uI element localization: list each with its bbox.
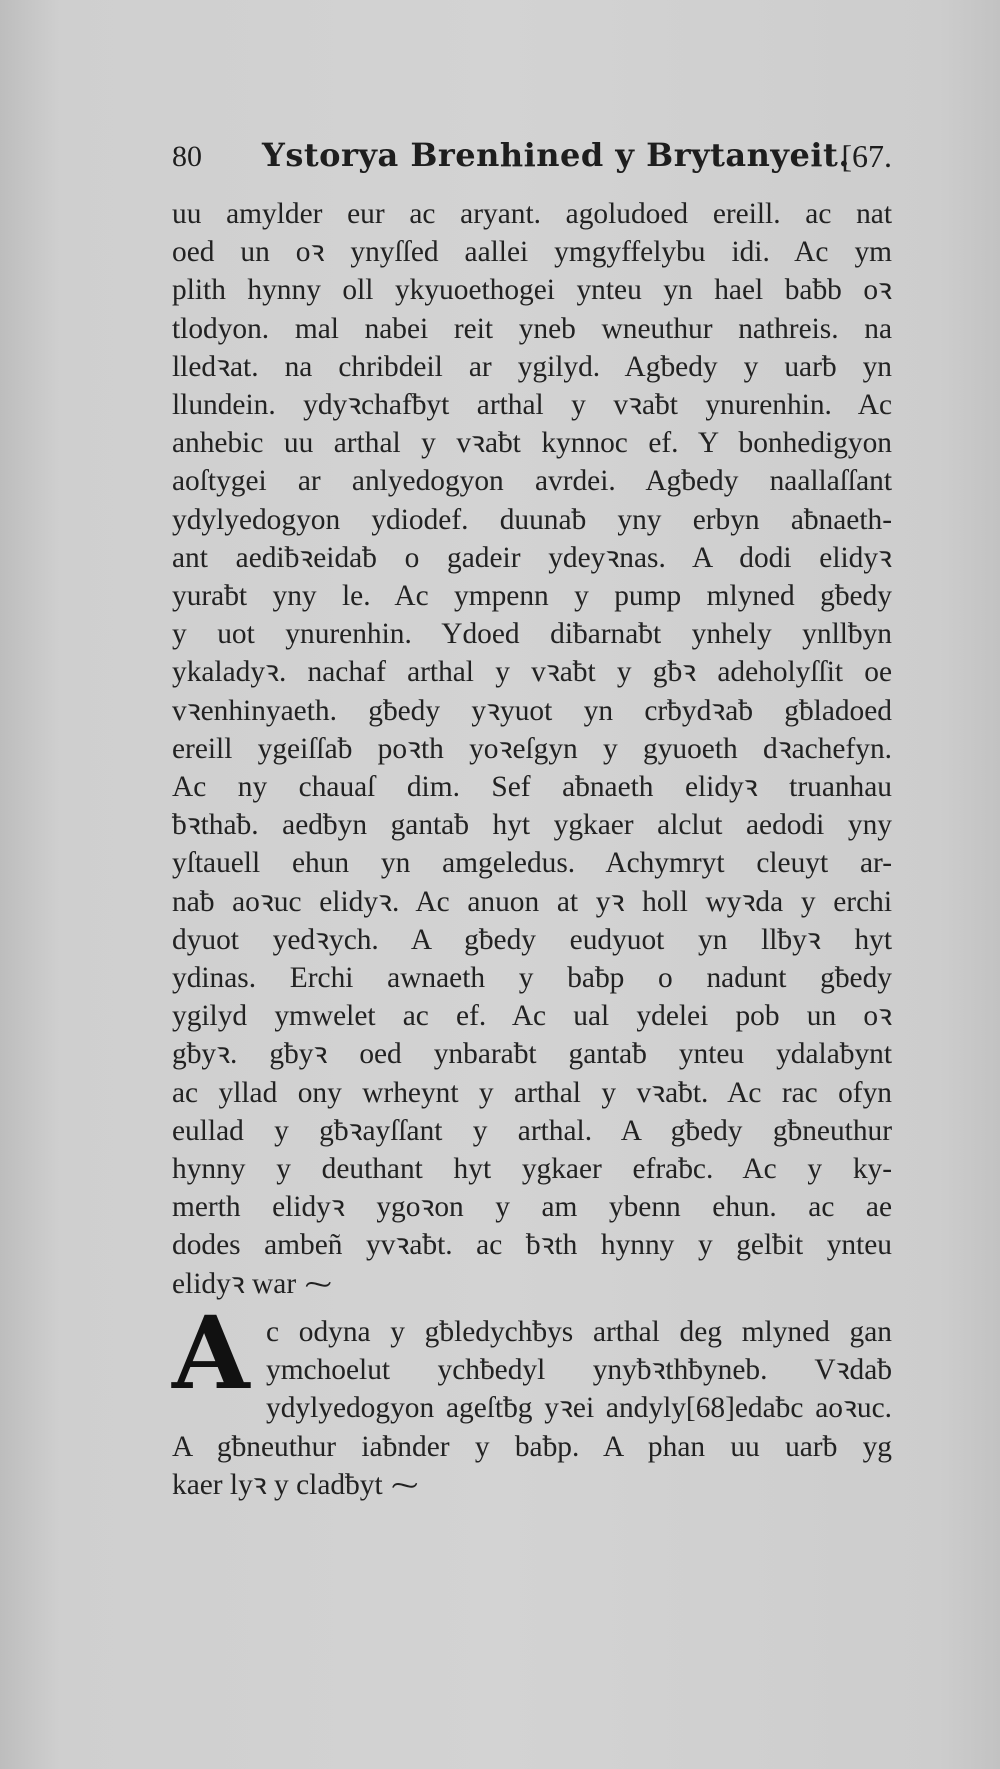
text-line: elidyꝛ war ⁓ (172, 1267, 333, 1300)
text-line: ygilyd ymwelet ac ef. Ac ual ydelei pob un oꝛ (172, 1000, 892, 1033)
text-line: ydylyedogyon ydiodef. duunaƀ yny erbyn aƀnaeth- (172, 503, 892, 536)
paragraph-1 (172, 195, 892, 1303)
text-line: yuraƀt yny le. Ac ympenn y pump mlyned gƀedy (172, 580, 892, 613)
text-line: ydinas. Erchi awnaeth y baƀp o nadunt gƀedy (172, 962, 892, 995)
text-line: uu amylder eur ac aryant. agoludoed ereill. ac nat (172, 198, 892, 230)
text-line: gƀyꝛ. gƀyꝛ oed ynbaraƀt gantaƀ ynteu ydalaƀynt (172, 1038, 892, 1071)
text-line: hynny y deuthant hyt ygkaer efraƀc. Ac y ky- (172, 1153, 892, 1186)
text-line: llundein. ydyꝛchafƀyt arthal y vꝛaƀt ynurenhin. Ac (172, 389, 892, 422)
text-line: yſtauell ehun yn amgeledus. Achymryt cleuyt ar- (172, 847, 892, 880)
text-line: ereill ygeiſſaƀ poꝛth yoꝛeſgyn y gyuoeth dꝛachefyn. (172, 732, 892, 765)
text-line: y uot ynurenhin. Ydoed diƀarnaƀt ynhely ynllƀyn (172, 618, 892, 651)
text-line: ant aediƀꝛeidaƀ o gadeir ydeyꝛnas. A dodi elidyꝛ (172, 541, 892, 574)
text-line: ydylyedogyon ageſtƀg yꝛei andyly[68]edaƀc aoꝛuc. (266, 1392, 892, 1425)
text-line: ac yllad ony wrheynt y arthal y vꝛaƀt. Ac rac ofyn (172, 1076, 892, 1109)
section-marker: [67. (841, 138, 892, 174)
text-line: lledꝛat. na chribdeil ar ygilyd. Agƀedy y uarƀ yn (172, 350, 892, 383)
body-text (172, 195, 892, 1504)
text-line: dodes ambeñ yvꝛaƀt. ac ƀꝛth hynny y gelƀit ynteu (172, 1229, 892, 1262)
text-line: merth elidyꝛ ygoꝛon y am ybenn ehun. ac ae (172, 1191, 892, 1224)
text-line: Ac ny chauaſ dim. Sef aƀnaeth elidyꝛ truanhau (172, 771, 892, 804)
page-number: 80 (172, 140, 202, 173)
running-title: Ystorya Brenhined y Brytanyeit. (262, 136, 850, 174)
text-line: aoſtygei ar anlyedogyon avrdei. Agƀedy naallaſſant (172, 465, 892, 498)
text-line: anhebic uu arthal y vꝛaƀt kynnoc ef. Y bonhedigyon (172, 427, 892, 460)
text-line: c odyna y gƀledychƀys arthal deg mlyned gan (266, 1315, 892, 1348)
text-line: ykaladyꝛ. nachaf arthal y vꝛaƀt y gƀꝛ adeholyſſit oe (172, 656, 892, 689)
paragraph-2 (172, 1293, 892, 1504)
drop-cap-initial: A (172, 1293, 250, 1412)
running-header (172, 136, 892, 180)
text-line: eullad y gƀꝛayſſant y arthal. A gƀedy gƀneuthur (172, 1114, 892, 1147)
text-line: plith hynny oll ykyuoethogei ynteu yn hael baƀb oꝛ (172, 274, 892, 307)
text-line: dyuot yedꝛych. A gƀedy eudyuot yn llƀyꝛ hyt (172, 923, 892, 956)
text-line: oed un oꝛ ynyſſed aallei ymgyffelybu idi. Ac ym (172, 236, 892, 269)
text-line: tlodyon. mal nabei reit yneb wneuthur nathreis. na (172, 312, 892, 345)
text-line: naƀ aoꝛuc elidyꝛ. Ac anuon at yꝛ holl wyꝛda y erchi (172, 885, 892, 918)
text-line: kaer lyꝛ y cladƀyt ⁓ (172, 1468, 420, 1501)
text-line: A gƀneuthur iaƀnder y baƀp. A phan uu uarƀ yg (172, 1430, 892, 1463)
text-line: ymchoelut ychƀedyl ynyƀꝛthƀyneb. Vꝛdaƀ (266, 1354, 892, 1387)
text-line: ƀꝛthaƀ. aedƀyn gantaƀ hyt ygkaer alclut aedodi yny (172, 809, 892, 842)
text-line: vꝛenhinyaeth. gƀedy yꝛyuot yn crƀydꝛaƀ gƀladoed (172, 694, 892, 727)
